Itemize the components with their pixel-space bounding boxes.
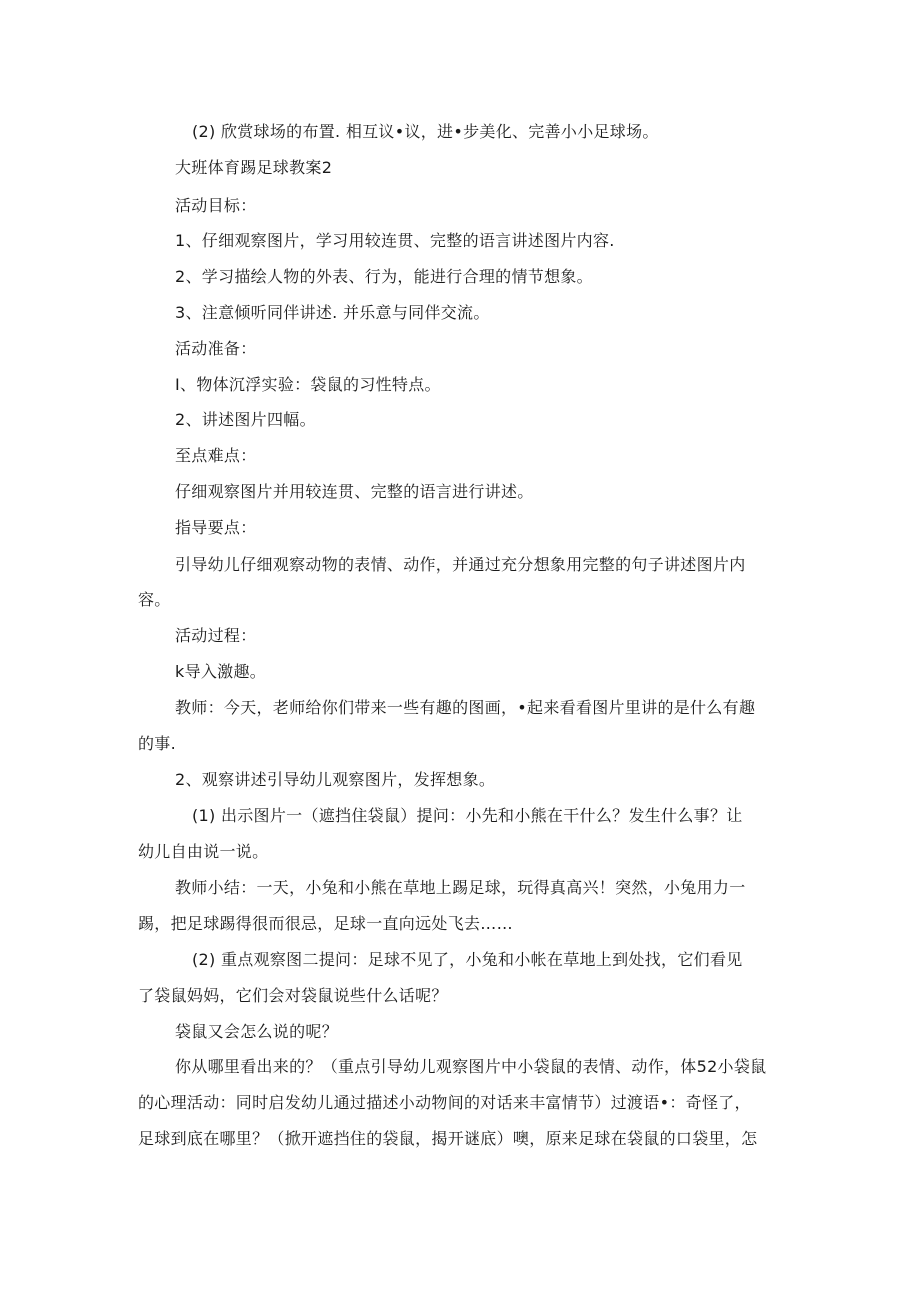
paragraph-line: 仔细观察图片并用较连贯、完整的语言进行讲述。 (175, 482, 534, 501)
list-item: 2、讲述图片四幅。 (175, 410, 316, 429)
paragraph-line: (2) 重点观察图二提问：足球不见了，小兔和小帐在草地上到处找，它们看见 (192, 950, 743, 969)
subheading: 活动准备： (175, 339, 257, 358)
subheading: 指导要点： (175, 518, 257, 537)
paragraph-line: 了袋鼠妈妈，它们会对袋鼠说些什么话呢？ (138, 986, 448, 1005)
list-item: k导入激趣。 (175, 662, 267, 681)
list-item: I、物体沉浮实验：袋鼠的习性特点。 (175, 375, 441, 394)
subheading: 活动目标： (175, 196, 257, 215)
list-item: 3、注意倾听同伴讲述. 并乐意与同伴交流。 (175, 303, 490, 322)
paragraph-line: (1) 出示图片一（遮挡住袋鼠）提问：小先和小熊在干什么？发生什么事？让 (192, 806, 743, 825)
paragraph-line: 教师：今天，老师给你们带来一些有趣的图画，•起来看看图片里讲的是什么有趣 (175, 698, 756, 717)
paragraph-line: 袋鼠又会怎么说的呢？ (175, 1022, 339, 1041)
paragraph-line: 容。 (138, 590, 171, 609)
paragraph-line: 的事. (138, 734, 176, 753)
paragraph-line: 的心理活动：同时启发幼儿通过描述小动物间的对话来丰富情节）过渡语•：奇怪了， (138, 1093, 751, 1112)
subheading: 至点难点： (175, 446, 257, 465)
list-item: 2、观察讲述引导幼儿观察图片，发挥想象。 (175, 770, 496, 789)
paragraph-line: 踢，把足球踢得很而很忌，足球一直向远处飞去…… (138, 914, 513, 933)
paragraph-line: 足球到底在哪里？（掀开遮挡住的袋鼠，揭开谜底）噢，原来足球在袋鼠的口袋里，怎 (138, 1129, 758, 1148)
paragraph-line: 幼儿自由说一说。 (138, 842, 269, 861)
paragraph-line: 教师小结：一天，小兔和小熊在草地上踢足球，玩得真高兴！突然，小兔用力一 (175, 878, 746, 897)
paragraph-line: (2) 欣赏球场的布置. 相互议•议，进•步美化、完善小小足球场。 (192, 122, 659, 141)
list-item: 2、学习描绘人物的外表、行为，能进行合理的情节想象。 (175, 267, 593, 286)
section-title: 大班体育踢足球教案2 (175, 158, 333, 177)
list-item: 1、仔细观察图片，学习用较连贯、完整的语言讲述图片内容. (175, 231, 615, 250)
subheading: 活动过程： (175, 626, 257, 645)
paragraph-line: 引导幼儿仔细观察动物的表情、动作，并通过充分想象用完整的句子讲述图片内 (175, 555, 746, 574)
paragraph-line: 你从哪里看出来的？（重点引导幼儿观察图片中小袋鼠的表情、动作，体52小袋鼠 (175, 1057, 767, 1076)
